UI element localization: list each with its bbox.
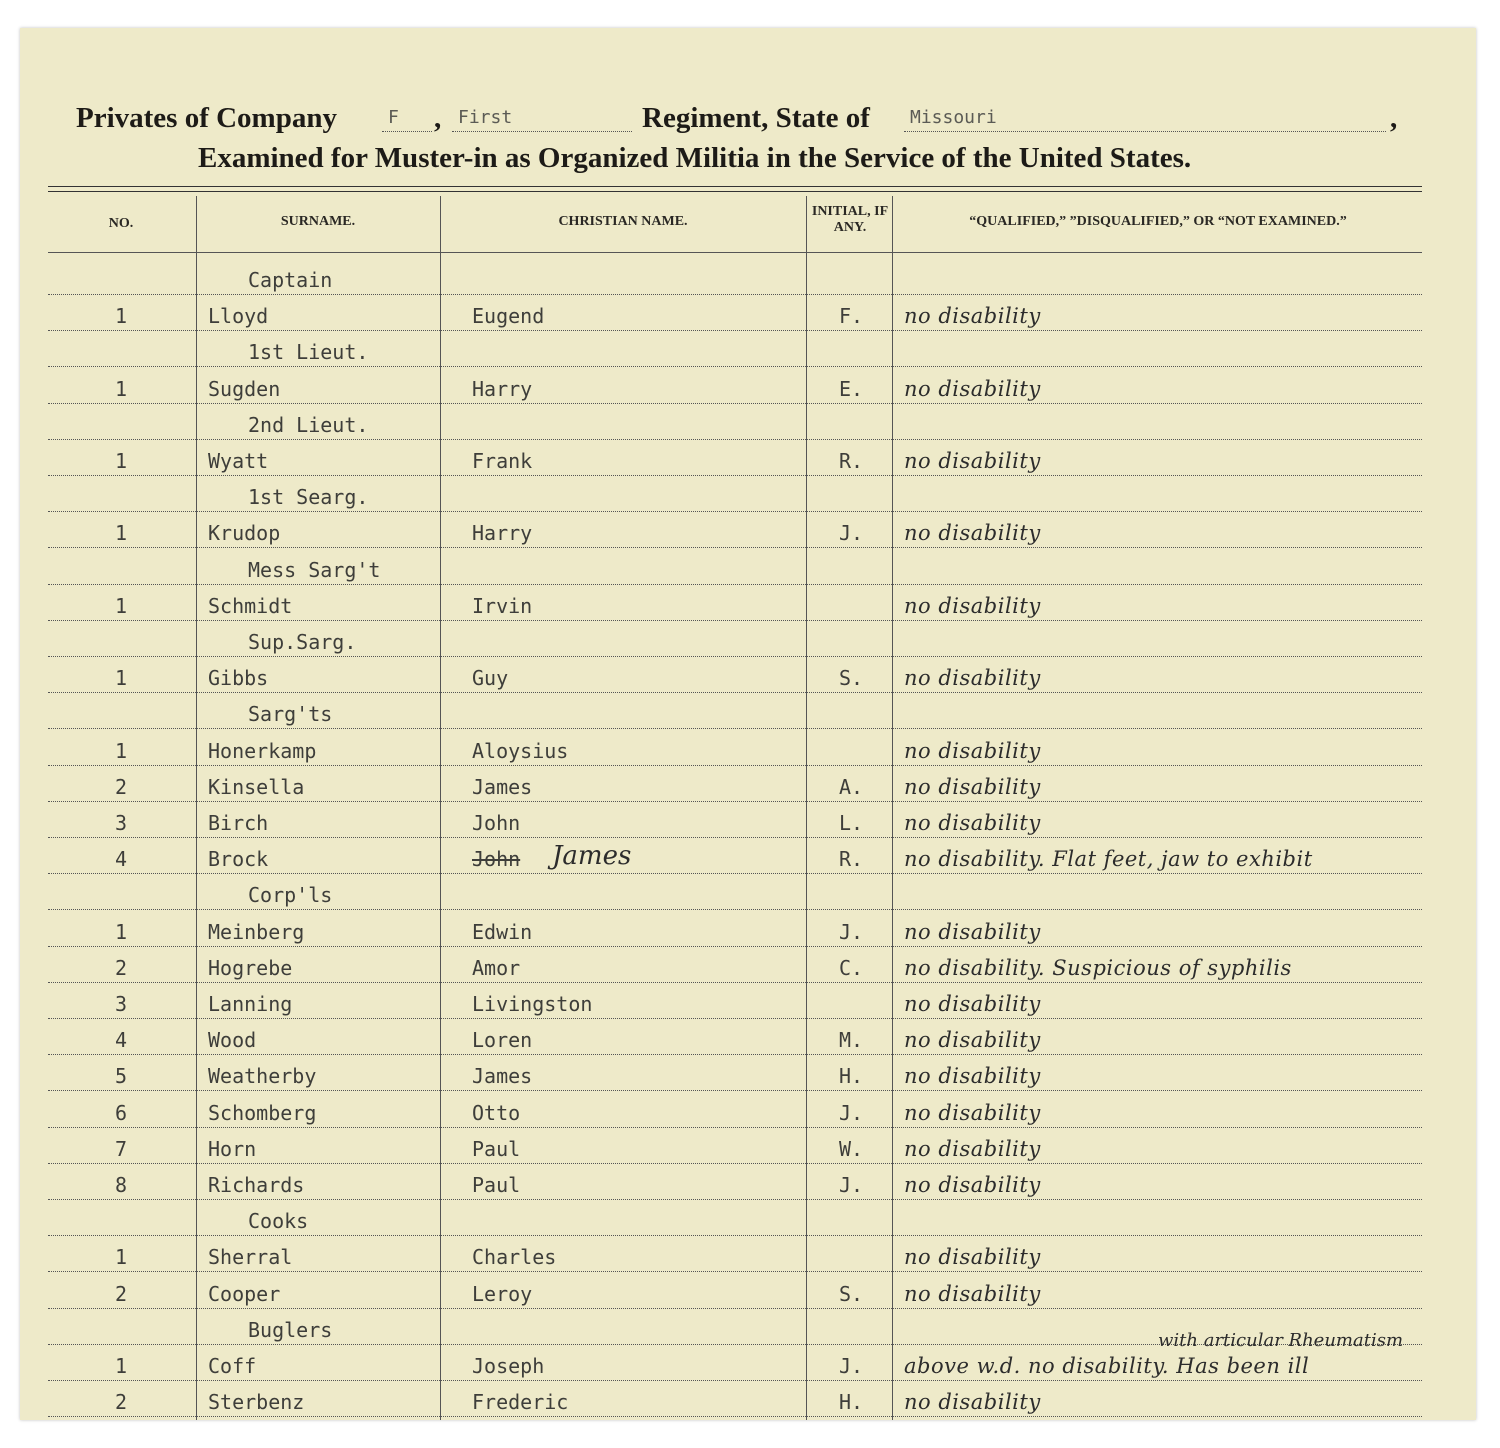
- surname-cell: Horn: [208, 1136, 257, 1161]
- initial-cell: J.: [838, 919, 864, 944]
- table-row: [48, 801, 1422, 838]
- table-row: [48, 1054, 1422, 1091]
- remark-annotation: with articular Rheumatism: [1158, 1330, 1404, 1351]
- christian-name-cell: Joseph: [472, 1354, 545, 1378]
- comma-1: ,: [434, 102, 442, 134]
- christian-name-cell: James: [472, 1064, 533, 1089]
- comma-2: ,: [1390, 102, 1398, 134]
- row-number: 8: [114, 1173, 128, 1197]
- qualification-remark: no disability: [904, 1028, 1041, 1053]
- surname-cell: Kinsella: [208, 774, 305, 799]
- row-number: 2: [114, 1390, 128, 1415]
- rank-heading-row: [48, 475, 1422, 512]
- initial-cell: F.: [838, 304, 864, 329]
- col-header-status: “QUALIFIED,” ”DISQUALIFIED,” OR “NOT EXAMINED.”: [969, 214, 1347, 229]
- title-line-2: Examined for Muster-in as Organized Militia in the Service of the United States.: [198, 142, 1192, 174]
- row-number: 1: [114, 376, 128, 401]
- christian-name-cell: Frederic: [472, 1390, 569, 1415]
- row-number: 2: [114, 1281, 128, 1306]
- header-rule-top: [48, 186, 1422, 187]
- table-row: [48, 910, 1422, 947]
- state-field: Missouri: [904, 102, 1386, 132]
- row-number: 1: [114, 304, 128, 329]
- qualification-remark: no disability: [904, 376, 1041, 401]
- col-header-christian: CHRISTIAN NAME.: [558, 214, 688, 229]
- table-row: [48, 367, 1422, 404]
- christian-name-cell: Livingston: [472, 992, 593, 1016]
- surname-cell: Cooper: [208, 1281, 281, 1306]
- row-number: 1: [114, 919, 128, 944]
- initial-cell: C.: [838, 955, 864, 980]
- qualification-remark: no disability: [904, 919, 1041, 944]
- initial-cell: J.: [838, 1354, 864, 1378]
- qualification-remark: no disability: [904, 1281, 1041, 1306]
- table-row: [48, 656, 1422, 693]
- qualification-remark: no disability: [904, 666, 1041, 691]
- initial-cell: S.: [838, 666, 864, 691]
- table-row: [48, 1127, 1422, 1164]
- christian-name-cell: John: [472, 847, 521, 872]
- christian-name-cell: Frank: [472, 449, 533, 473]
- rank-heading: 1st Searg.: [248, 485, 369, 510]
- surname-cell: Schmidt: [208, 593, 293, 618]
- rank-heading-row: [48, 330, 1422, 367]
- row-number: 1: [114, 1354, 128, 1378]
- qualification-remark: no disability: [904, 1245, 1041, 1270]
- surname-cell: Meinberg: [208, 919, 305, 944]
- rank-heading: Corp'ls: [248, 883, 333, 908]
- rank-heading-row: [48, 873, 1422, 910]
- christian-name-cell: John: [472, 811, 521, 835]
- surname-cell: Wood: [208, 1028, 257, 1053]
- qualification-remark: no disability: [904, 738, 1041, 763]
- surname-cell: Hogrebe: [208, 955, 293, 980]
- initial-cell: J.: [838, 521, 864, 546]
- row-number: 2: [114, 774, 128, 799]
- qualification-remark: no disability: [904, 449, 1041, 473]
- rank-heading-row: [48, 692, 1422, 729]
- rank-heading: 1st Lieut.: [248, 340, 369, 365]
- initial-cell: H.: [838, 1064, 864, 1089]
- qualification-remark: no disability: [904, 304, 1041, 329]
- qualification-remark: no disability. Suspicious of syphilis: [904, 955, 1292, 980]
- rank-heading: Sarg'ts: [248, 702, 333, 727]
- rank-heading: Sup.Sarg.: [248, 630, 357, 654]
- christian-name-cell: Harry: [472, 376, 533, 401]
- initial-cell: M.: [838, 1028, 864, 1053]
- christian-name-cell: Loren: [472, 1028, 533, 1053]
- surname-cell: Gibbs: [208, 666, 269, 691]
- title-mid: Regiment, State of: [642, 102, 870, 134]
- initial-cell: J.: [838, 1173, 864, 1197]
- christian-name-cell: Harry: [472, 521, 533, 546]
- surname-cell: Sugden: [208, 376, 281, 401]
- table-row: [48, 1235, 1422, 1272]
- header-bottom-line: [48, 252, 1422, 253]
- row-number: 3: [114, 811, 128, 835]
- table-row: [48, 765, 1422, 802]
- qualification-remark: no disability. Flat feet, jaw to exhibit: [904, 847, 1313, 872]
- christian-name-cell: Charles: [472, 1245, 557, 1270]
- row-number: 7: [114, 1136, 128, 1161]
- col-header-no: NO.: [108, 216, 134, 231]
- christian-name-cell: Guy: [472, 666, 509, 691]
- initial-cell: L.: [838, 811, 864, 835]
- christian-name-cell: Eugend: [472, 304, 545, 329]
- table-row: [48, 584, 1422, 621]
- row-number: 1: [114, 593, 128, 618]
- table-row: [48, 1018, 1422, 1055]
- rank-heading: 2nd Lieut.: [248, 412, 369, 437]
- surname-cell: Weatherby: [208, 1064, 317, 1089]
- rank-heading: Mess Sarg't: [248, 557, 381, 582]
- title-prefix: Privates of Company: [76, 102, 337, 134]
- surname-cell: Krudop: [208, 521, 281, 546]
- initial-cell: W.: [838, 1136, 864, 1161]
- row-number: 2: [114, 955, 128, 980]
- initial-cell: H.: [838, 1390, 864, 1415]
- row-number: 5: [114, 1064, 128, 1089]
- rank-heading: Captain: [248, 268, 333, 292]
- row-number: 1: [114, 521, 128, 546]
- col-header-initial: INITIAL, IF ANY.: [811, 204, 889, 235]
- row-number: 4: [114, 1028, 128, 1053]
- table-row: [48, 1272, 1422, 1309]
- initial-cell: E.: [838, 376, 864, 401]
- qualification-remark: no disability: [904, 811, 1041, 835]
- surname-cell: Honerkamp: [208, 738, 317, 763]
- surname-cell: Coff: [208, 1354, 257, 1378]
- qualification-remark: no disability: [904, 1390, 1041, 1415]
- surname-cell: Schomberg: [208, 1100, 317, 1125]
- qualification-remark: no disability: [904, 1064, 1041, 1089]
- qualification-remark: no disability: [904, 992, 1041, 1016]
- title-line-1: [76, 102, 1416, 136]
- initial-cell: R.: [838, 847, 864, 872]
- row-number: 1: [114, 1245, 128, 1270]
- christian-name-cell: Otto: [472, 1100, 521, 1125]
- table-row: [48, 837, 1422, 874]
- table-row: [48, 1163, 1422, 1200]
- table-row: [48, 439, 1422, 476]
- qualification-remark: no disability: [904, 1100, 1041, 1125]
- surname-cell: Lloyd: [208, 304, 269, 329]
- table-row: [48, 1330, 1422, 1381]
- rank-heading-row: [48, 548, 1422, 585]
- table-row: [48, 1091, 1422, 1128]
- table-row: [48, 294, 1422, 331]
- christian-name-cell: Edwin: [472, 919, 533, 944]
- christian-name-cell: James: [472, 774, 533, 799]
- row-number: 1: [114, 666, 128, 691]
- surname-cell: Richards: [208, 1173, 305, 1197]
- qualification-remark: no disability: [904, 593, 1041, 618]
- surname-cell: Wyatt: [208, 449, 269, 473]
- initial-cell: A.: [838, 774, 864, 799]
- surname-cell: Birch: [208, 811, 269, 835]
- qualification-remark: no disability: [904, 521, 1041, 546]
- table-row: [48, 511, 1422, 548]
- rank-heading-row: [48, 620, 1422, 657]
- surname-cell: Brock: [208, 847, 269, 872]
- table-row: [48, 1380, 1422, 1417]
- initial-cell: J.: [838, 1100, 864, 1125]
- rank-heading-row: [48, 1199, 1422, 1236]
- surname-cell: Sterbenz: [208, 1390, 305, 1415]
- row-number: 1: [114, 449, 128, 473]
- row-number: 6: [114, 1100, 128, 1125]
- rank-heading-row: [48, 258, 1422, 295]
- row-number: 4: [114, 847, 128, 872]
- christian-name-cell: Irvin: [472, 593, 533, 618]
- muster-roll-sheet: [20, 28, 1476, 1420]
- regiment-field: First: [452, 102, 632, 132]
- rank-heading-row: [48, 403, 1422, 440]
- christian-name-cell: Paul: [472, 1136, 521, 1161]
- christian-name-cell: Leroy: [472, 1281, 533, 1306]
- col-header-surname: SURNAME.: [280, 214, 356, 229]
- surname-cell: Sherral: [208, 1245, 293, 1270]
- christian-name-cell: Paul: [472, 1173, 521, 1197]
- christian-name-cell: Amor: [472, 955, 521, 980]
- company-field: F: [382, 102, 432, 132]
- table-row: [48, 729, 1422, 766]
- rank-heading: Cooks: [248, 1209, 309, 1234]
- row-number: 3: [114, 992, 128, 1016]
- header-rule-bottom: [48, 191, 1422, 192]
- qualification-remark: above w.d. no disability. Has been ill: [904, 1354, 1310, 1378]
- christian-name-correction: James: [552, 841, 632, 872]
- christian-name-cell: Aloysius: [472, 738, 569, 763]
- table-row: [48, 946, 1422, 983]
- qualification-remark: no disability: [904, 1136, 1041, 1161]
- rank-heading: Buglers: [248, 1317, 333, 1342]
- surname-cell: Lanning: [208, 992, 293, 1016]
- row-number: 1: [114, 738, 128, 763]
- qualification-remark: no disability: [904, 1173, 1041, 1197]
- initial-cell: R.: [838, 449, 864, 473]
- qualification-remark: no disability: [904, 774, 1041, 799]
- initial-cell: S.: [838, 1281, 864, 1306]
- table-row: [48, 982, 1422, 1019]
